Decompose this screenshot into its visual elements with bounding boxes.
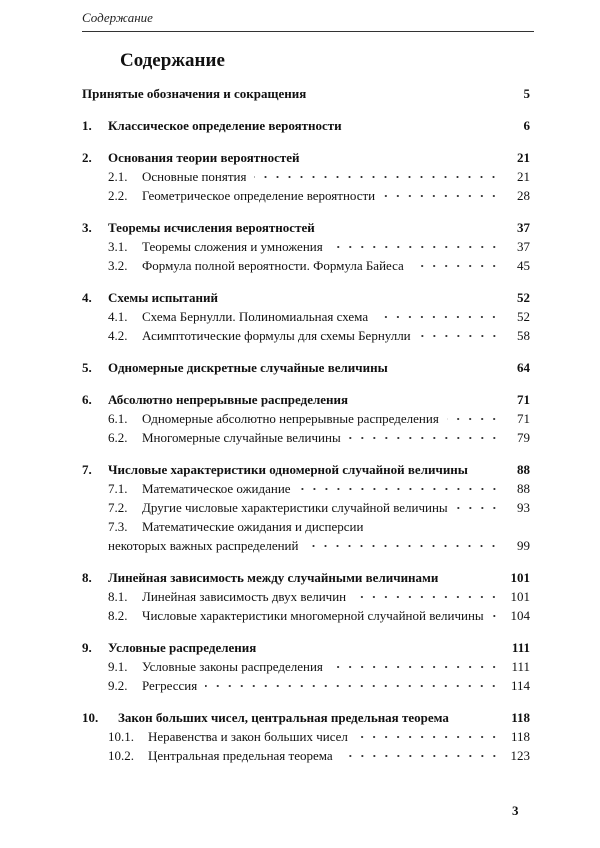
subsection-page-number: 118 — [510, 729, 530, 744]
toc-chapter-entry[interactable] — [82, 390, 530, 409]
subsection-number: 7.3. — [108, 519, 128, 534]
subsection-title: Многомерные случайные величины — [142, 430, 341, 445]
subsection-number: 7.1. — [108, 481, 128, 496]
toc-subsection-entry[interactable] — [82, 409, 530, 428]
toc-chapter-entry[interactable] — [82, 708, 530, 727]
subsection-page-number: 111 — [511, 659, 530, 674]
subsection-page-number: 52 — [517, 309, 530, 324]
dot-leader — [376, 312, 500, 322]
toc-chapter-entry[interactable] — [82, 568, 530, 587]
subsection-number: 9.1. — [108, 659, 128, 674]
subsection-number: 9.2. — [108, 678, 128, 693]
toc-chapter-entry[interactable] — [82, 460, 530, 479]
toc-subsection-entry[interactable] — [82, 606, 530, 625]
subsection-number: 10.1. — [108, 729, 134, 744]
subsection-page-number: 71 — [517, 411, 530, 426]
toc-section — [82, 390, 530, 447]
subsection-number: 6.2. — [108, 430, 128, 445]
table-of-contents — [82, 84, 530, 778]
toc-subsection-entry[interactable] — [82, 517, 530, 536]
chapter-title: Линейная зависимость между случайными величинами — [108, 570, 439, 585]
toc-section — [82, 148, 530, 205]
chapter-page-number: 37 — [517, 220, 530, 235]
chapter-number: 6. — [82, 392, 92, 407]
toc-subsection-entry[interactable] — [82, 307, 530, 326]
dot-leader — [349, 433, 500, 443]
subsection-number: 4.2. — [108, 328, 128, 343]
subsection-title: Основные понятия — [142, 169, 247, 184]
toc-section — [82, 358, 530, 377]
subsection-number: 2.1. — [108, 169, 128, 184]
dot-leader — [356, 732, 500, 742]
subsection-page-number: 45 — [517, 258, 530, 273]
dot-leader — [383, 191, 500, 201]
dot-leader — [341, 751, 500, 761]
dot-leader — [447, 414, 500, 424]
chapter-page-number: 6 — [523, 118, 530, 133]
dot-leader — [412, 261, 500, 271]
chapter-number: 1. — [82, 118, 92, 133]
subsection-page-number: 104 — [510, 608, 530, 623]
toc-subsection-entry[interactable] — [82, 587, 530, 606]
chapter-page-number: 71 — [517, 392, 530, 407]
chapter-page-number: 52 — [517, 290, 530, 305]
subsection-title: Геометрическое определение вероятности — [142, 188, 376, 203]
subsection-page-number: 21 — [517, 169, 530, 184]
chapter-page-number: 111 — [511, 640, 530, 655]
subsection-title: Одномерные абсолютно непрерывные распределения — [142, 411, 439, 426]
subsection-title: Условные законы распределения — [142, 659, 323, 674]
toc-section — [82, 460, 530, 555]
chapter-title: Схемы испытаний — [108, 290, 219, 305]
toc-section — [82, 116, 530, 135]
subsection-number: 2.2. — [108, 188, 128, 203]
toc-subsection-continuation[interactable] — [82, 536, 530, 555]
toc-subsection-entry[interactable] — [82, 428, 530, 447]
dot-leader — [331, 662, 500, 672]
chapter-number: 2. — [82, 150, 92, 165]
dot-leader — [299, 484, 500, 494]
subsection-title: Регрессия — [142, 678, 198, 693]
subsection-number: 4.1. — [108, 309, 128, 324]
subsection-title: Линейная зависимость двух величин — [142, 589, 347, 604]
toc-chapter-entry[interactable] — [82, 638, 530, 657]
subsection-number: 8.2. — [108, 608, 128, 623]
chapter-number: 5. — [82, 360, 92, 375]
dot-leader — [354, 592, 500, 602]
subsection-page-number: 79 — [517, 430, 530, 445]
chapter-page-number: 88 — [517, 462, 530, 477]
subsection-page-number: 101 — [510, 589, 530, 604]
subsection-title-continuation: некоторых важных распределений — [108, 538, 299, 553]
toc-subsection-entry[interactable] — [82, 657, 530, 676]
chapter-page-number: 64 — [517, 360, 530, 375]
toc-chapter-entry[interactable] — [82, 218, 530, 237]
subsection-title: Центральная предельная теорема — [148, 748, 333, 763]
chapter-title: Условные распределения — [108, 640, 257, 655]
chapter-number: 9. — [82, 640, 92, 655]
toc-chapter-entry[interactable] — [82, 288, 530, 307]
chapter-title: Одномерные дискретные случайные величины — [108, 360, 388, 375]
toc-subsection-entry[interactable] — [82, 326, 530, 345]
subsection-title: Другие числовые характеристики случайной величины — [142, 500, 448, 515]
subsection-page-number: 28 — [517, 188, 530, 203]
chapter-number: 10. — [82, 710, 99, 725]
chapter-title: Числовые характеристики одномерной случайной величины — [108, 462, 468, 477]
toc-subsection-entry[interactable] — [82, 498, 530, 517]
toc-chapter-entry[interactable] — [82, 116, 530, 135]
subsection-page-number: 88 — [517, 481, 530, 496]
toc-section — [82, 288, 530, 345]
chapter-page-number: 118 — [511, 710, 530, 725]
subsection-title: Числовые характеристики многомерной случайной величины — [142, 608, 484, 623]
subsection-page-number: 37 — [517, 239, 530, 254]
toc-section — [82, 84, 530, 103]
chapter-page-number: 21 — [517, 150, 530, 165]
chapter-title: Абсолютно непрерывные распределения — [108, 392, 349, 407]
dot-leader — [419, 331, 500, 341]
subsection-title: Формула полной вероятности. Формула Байеса — [142, 258, 404, 273]
chapter-number: 7. — [82, 462, 92, 477]
toc-subsection-entry[interactable] — [82, 727, 530, 746]
toc-subsection-entry[interactable] — [82, 676, 530, 695]
chapter-number: 4. — [82, 290, 92, 305]
dot-leader — [331, 242, 500, 252]
toc-section — [82, 568, 530, 625]
subsection-title: Схема Бернулли. Полиномиальная схема — [142, 309, 369, 324]
toc-subsection-entry[interactable] — [82, 256, 530, 275]
chapter-page-number: 101 — [510, 570, 530, 585]
header-rule — [82, 31, 534, 32]
toc-subsection-entry[interactable] — [82, 237, 530, 256]
dot-leader — [254, 172, 500, 182]
toc-subsection-entry[interactable] — [82, 479, 530, 498]
chapter-title: Принятые обозначения и сокращения — [82, 86, 307, 101]
toc-section — [82, 708, 530, 765]
subsection-page-number: 93 — [517, 500, 530, 515]
subsection-page-number: 123 — [510, 748, 530, 763]
dot-leader — [306, 541, 500, 551]
subsection-number: 3.2. — [108, 258, 128, 273]
chapter-number: 8. — [82, 570, 92, 585]
dot-leader — [492, 611, 500, 621]
subsection-number: 8.1. — [108, 589, 128, 604]
chapter-page-number: 5 — [523, 86, 530, 101]
subsection-page-number: 58 — [517, 328, 530, 343]
subsection-title: Математическое ожидание — [142, 481, 291, 496]
subsection-number: 3.1. — [108, 239, 128, 254]
chapter-title: Теоремы исчисления вероятностей — [108, 220, 315, 235]
subsection-title: Неравенства и закон больших чисел — [148, 729, 348, 744]
toc-chapter-entry[interactable] — [82, 84, 530, 103]
toc-chapter-entry[interactable] — [82, 148, 530, 167]
subsection-number: 7.2. — [108, 500, 128, 515]
toc-section — [82, 638, 530, 695]
subsection-page-number: 99 — [517, 538, 530, 553]
toc-section — [82, 218, 530, 275]
toc-chapter-entry[interactable] — [82, 358, 530, 377]
toc-subsection-entry[interactable] — [82, 746, 530, 765]
page-title: Содержание — [120, 50, 225, 71]
page-number: 3 — [512, 803, 519, 818]
subsection-page-number: 114 — [510, 678, 530, 693]
subsection-title: Теоремы сложения и умножения — [142, 239, 323, 254]
chapter-number: 3. — [82, 220, 92, 235]
toc-subsection-entry[interactable] — [82, 186, 530, 205]
dot-leader — [205, 681, 500, 691]
subsection-number: 6.1. — [108, 411, 128, 426]
toc-subsection-entry[interactable] — [82, 167, 530, 186]
chapter-title: Основания теории вероятностей — [108, 150, 300, 165]
subsection-title: Асимптотические формулы для схемы Бернулли — [142, 328, 411, 343]
chapter-title: Закон больших чисел, центральная предельная теорема — [118, 710, 449, 725]
dot-leader — [456, 503, 500, 513]
subsection-number: 10.2. — [108, 748, 134, 763]
subsection-title: Математические ожидания и дисперсии — [142, 519, 364, 534]
running-head: Содержание — [82, 10, 153, 25]
chapter-title: Классическое определение вероятности — [108, 118, 342, 133]
